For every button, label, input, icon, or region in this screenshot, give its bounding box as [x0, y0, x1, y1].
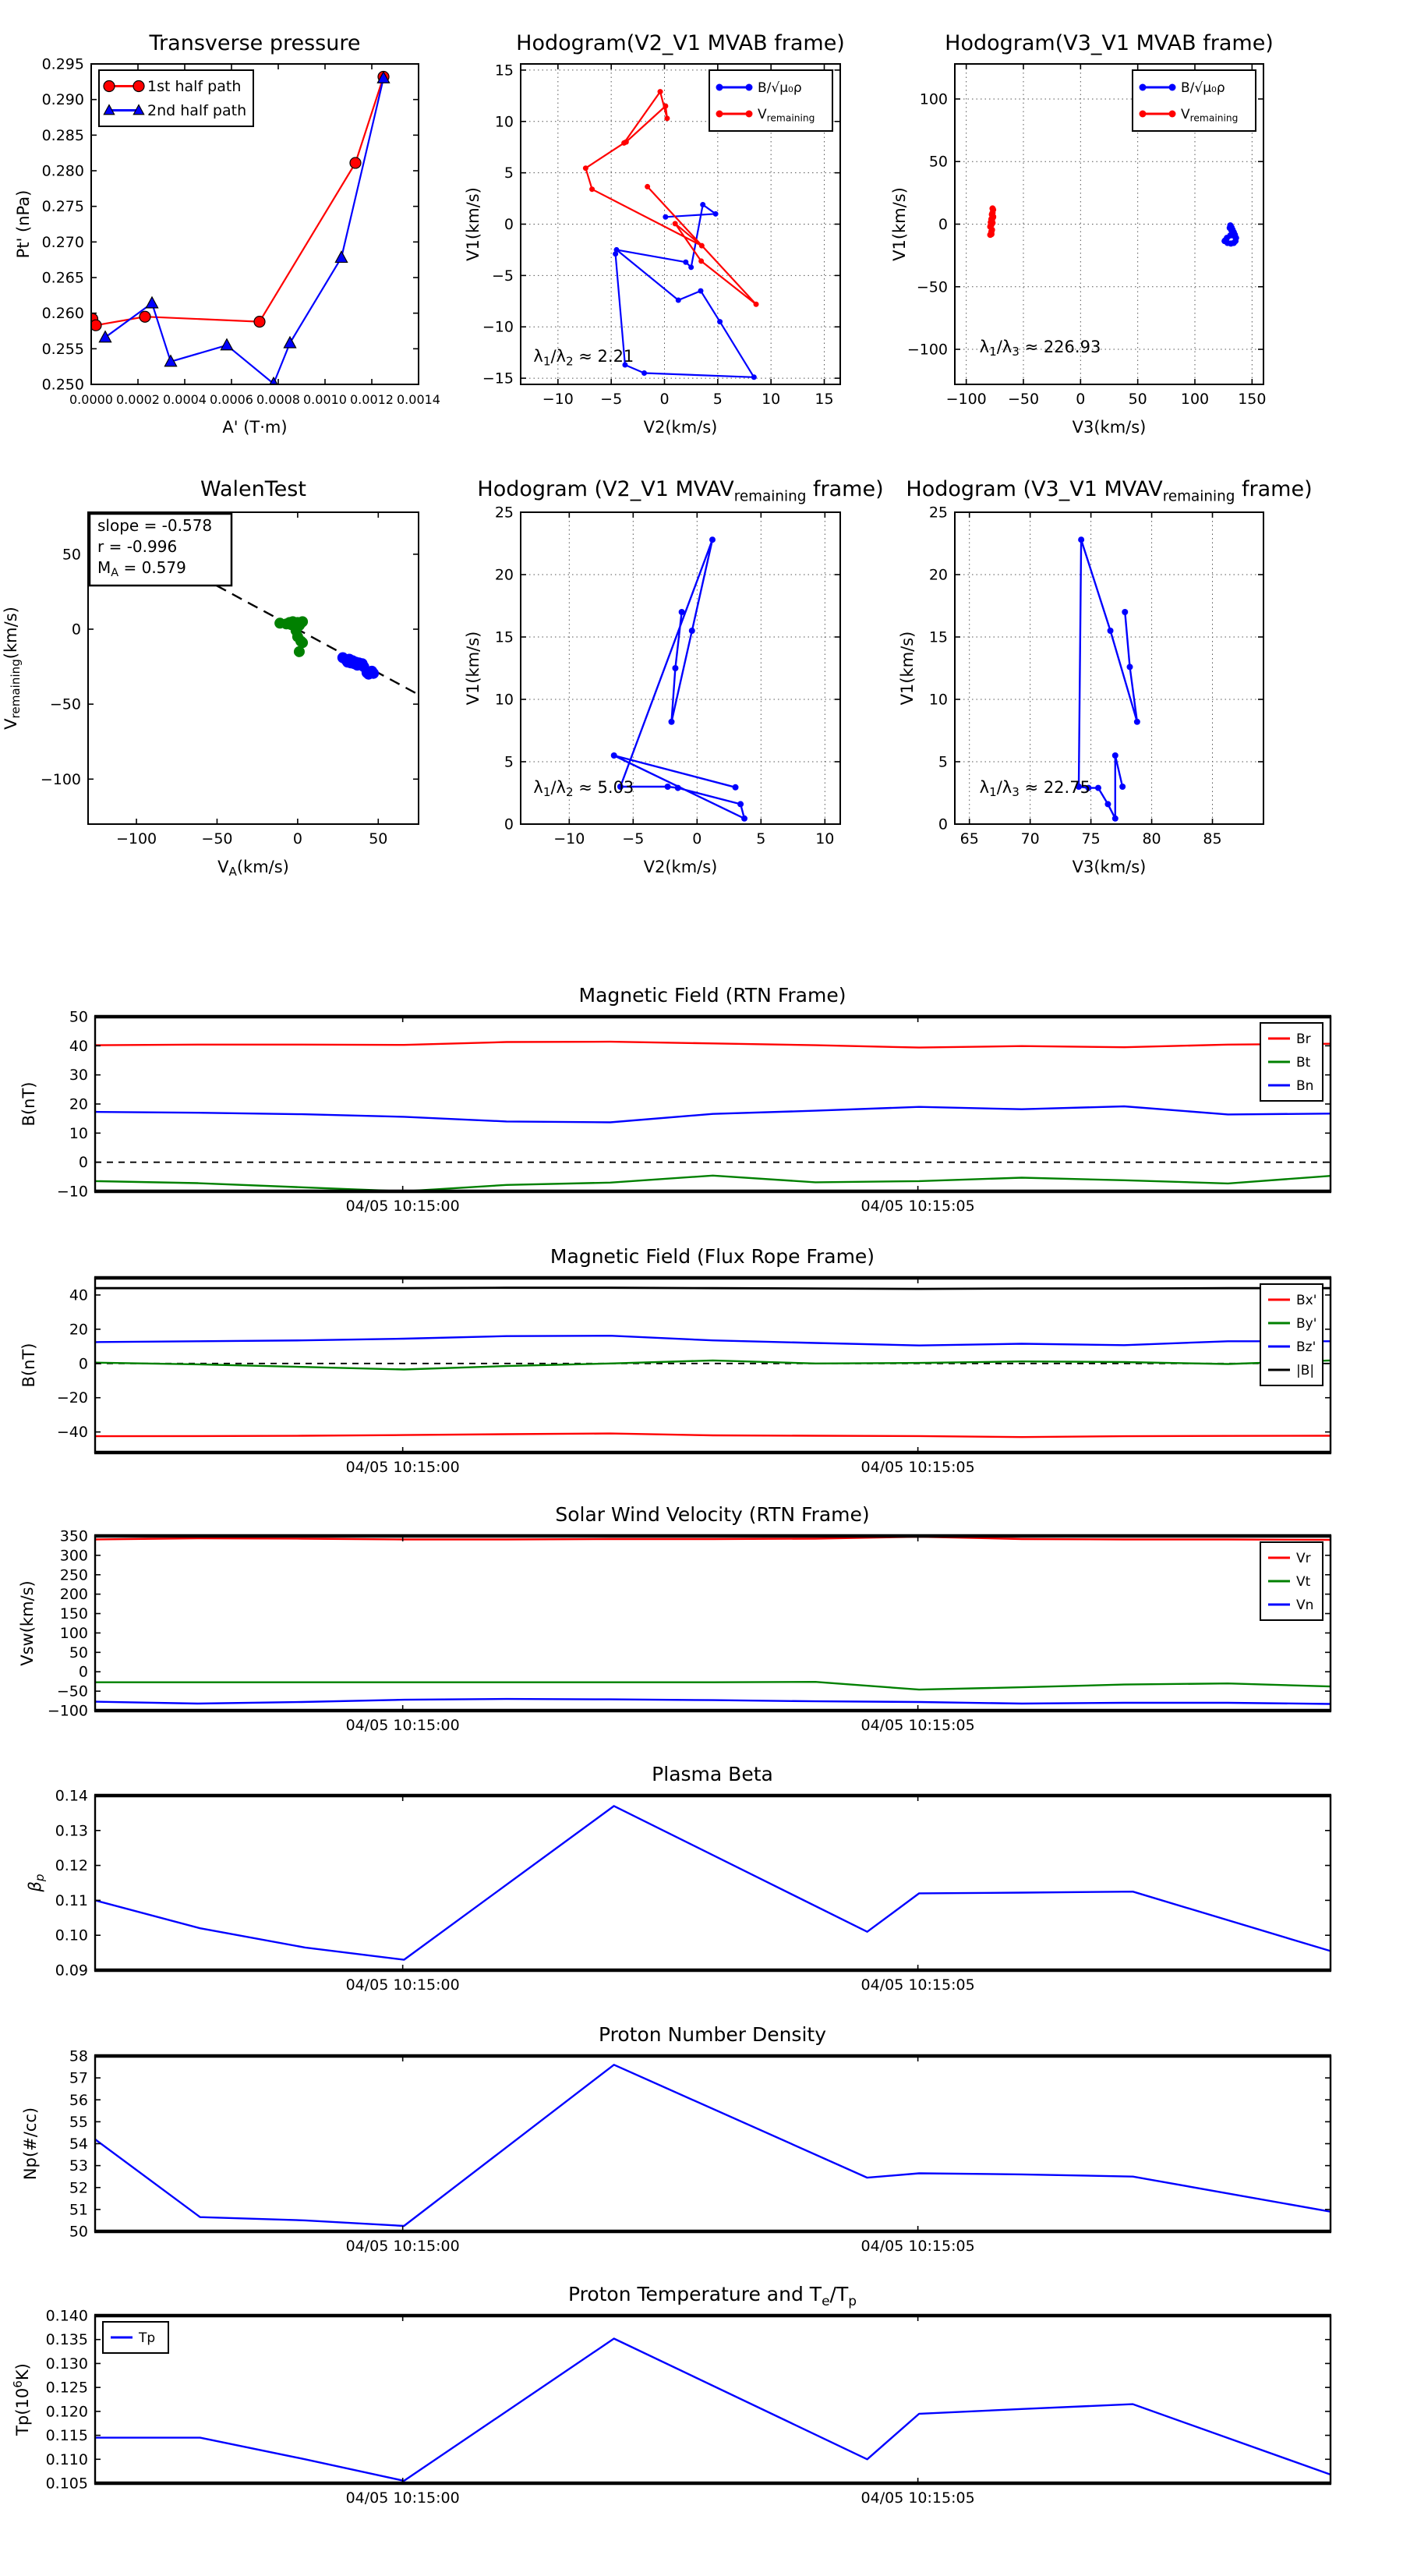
y-axis-label: V1(km/s): [898, 631, 917, 706]
svg-text:0.0012: 0.0012: [350, 392, 394, 407]
svg-text:52: 52: [69, 2179, 88, 2197]
legend: [1260, 1284, 1323, 1385]
svg-text:Tp: Tp: [139, 2330, 156, 2346]
svg-text:20: 20: [69, 1321, 88, 1339]
svg-text:04/05 10:15:05: 04/05 10:15:05: [861, 1717, 975, 1734]
svg-text:0.135: 0.135: [45, 2331, 88, 2349]
svg-text:04/05 10:15:00: 04/05 10:15:00: [345, 2238, 460, 2255]
y-axis-label: Np(#/cc): [21, 2107, 40, 2181]
svg-text:0: 0: [78, 1154, 88, 1172]
svg-text:50: 50: [69, 2223, 88, 2241]
subplot-hodogram-v3v1-mvav: [898, 504, 1263, 877]
svg-text:−10: −10: [56, 1183, 88, 1201]
svg-text:Bz': Bz': [1296, 1339, 1316, 1355]
subplot-title-hodogram-v3v1-mvab: Hodogram(V3_V1 MVAB frame): [945, 31, 1274, 55]
svg-text:10: 10: [494, 691, 514, 709]
svg-text:−50: −50: [201, 830, 233, 847]
subplot-title-hodogram-v2v1-mvav: Hodogram (V2_V1 $MVAV_{remaining}$ frame): [477, 477, 884, 505]
annotation: $\lambda_1/\lambda_2 \approx 5.03$: [533, 778, 634, 800]
svg-text:0.14: 0.14: [55, 1787, 88, 1805]
annotation: $\lambda_1/\lambda_3 \approx 226.93$: [979, 337, 1101, 359]
y-axis-label: V1(km/s): [464, 187, 482, 261]
svg-text:350: 350: [59, 1527, 88, 1545]
svg-text:58: 58: [69, 2047, 88, 2065]
svg-text:85: 85: [1203, 830, 1222, 847]
svg-text:0.130: 0.130: [45, 2355, 88, 2373]
svg-text:0.250: 0.250: [41, 376, 84, 394]
svg-text:100: 100: [59, 1624, 88, 1642]
svg-text:50: 50: [69, 1008, 88, 1026]
svg-text:04/05 10:15:05: 04/05 10:15:05: [861, 1976, 975, 1994]
svg-text:0: 0: [938, 216, 948, 233]
y-axis-label: V1(km/s): [890, 187, 909, 261]
svg-text:15: 15: [494, 628, 514, 646]
legend: [709, 70, 832, 131]
subplot-plasma-beta: [26, 1788, 1331, 1994]
svg-text:04/05 10:15:00: 04/05 10:15:00: [345, 2489, 460, 2507]
svg-text:0: 0: [504, 216, 514, 233]
svg-text:−50: −50: [49, 695, 81, 713]
svg-text:0.0008: 0.0008: [256, 392, 300, 407]
svg-text:0.0000: 0.0000: [69, 392, 113, 407]
x-axis-label: V2(km/s): [643, 858, 718, 876]
svg-text:04/05 10:15:05: 04/05 10:15:05: [861, 2489, 975, 2507]
y-axis-label: Pt' (nPa): [14, 189, 33, 259]
legend: [103, 2322, 168, 2353]
subplot-title-solar-wind-velocity: Solar Wind Velocity (RTN Frame): [555, 1503, 870, 1526]
legend: [1133, 70, 1256, 131]
legend: [99, 70, 253, 126]
svg-text:−50: −50: [1007, 391, 1040, 408]
svg-text:B/√μ₀ρ: B/√μ₀ρ: [1181, 80, 1225, 96]
subplot-title-magnetic-field-rtn: Magnetic Field (RTN Frame): [578, 984, 846, 1007]
svg-text:0.13: 0.13: [55, 1822, 88, 1840]
svg-text:0.125: 0.125: [45, 2379, 88, 2397]
svg-text:56: 56: [69, 2091, 88, 2109]
svg-text:−10: −10: [482, 318, 514, 336]
svg-text:5: 5: [756, 830, 766, 847]
subplot-hodogram-v2v1-mvav: [464, 504, 840, 877]
svg-text:15: 15: [815, 391, 834, 408]
svg-text:80: 80: [1142, 830, 1161, 847]
svg-text:300: 300: [59, 1547, 88, 1565]
y-axis-label: $Tp(10^6K)$: [11, 2363, 32, 2436]
svg-text:10: 10: [494, 113, 514, 131]
svg-text:10: 10: [762, 391, 781, 408]
svg-text:Br: Br: [1296, 1031, 1311, 1047]
svg-text:10: 10: [928, 691, 948, 709]
subplot-title-magnetic-field-fluxrope: Magnetic Field (Flux Rope Frame): [550, 1245, 875, 1268]
svg-text:0: 0: [692, 830, 702, 847]
svg-text:150: 150: [1238, 391, 1267, 408]
svg-text:25: 25: [928, 504, 948, 522]
svg-text:10: 10: [69, 1124, 88, 1142]
svg-text:r = -0.996: r = -0.996: [97, 537, 178, 556]
svg-text:Vremaining: $V_{remaining}$: [1181, 106, 1239, 124]
svg-text:−50: −50: [56, 1683, 88, 1700]
subplot-magnetic-field-fluxrope: [19, 1278, 1331, 1476]
svg-text:53: 53: [69, 2157, 88, 2175]
y-axis-label: $\beta_p$: [26, 1874, 48, 1892]
svg-text:50: 50: [69, 1644, 88, 1661]
svg-text:20: 20: [928, 566, 948, 584]
svg-text:100: 100: [919, 90, 948, 108]
svg-text:0.265: 0.265: [41, 269, 84, 287]
svg-text:150: 150: [59, 1605, 88, 1623]
svg-text:Bx': Bx': [1296, 1292, 1317, 1308]
svg-text:25: 25: [494, 504, 514, 522]
svg-text:slope = -0.578: slope = -0.578: [97, 516, 213, 535]
svg-text:−100: −100: [945, 391, 987, 408]
svg-text:04/05 10:15:00: 04/05 10:15:00: [345, 1976, 460, 1994]
svg-text:B/√μ₀ρ: B/√μ₀ρ: [758, 80, 802, 96]
subplot-title-proton-temperature: Proton Temperature and $T_e/T_p$: [567, 2283, 857, 2309]
svg-text:Bn: Bn: [1296, 1077, 1314, 1094]
x-axis-label: V2(km/s): [643, 418, 718, 437]
svg-text:Vt: Vt: [1296, 1573, 1311, 1590]
stats-box: [90, 514, 231, 586]
subplot-transverse-pressure: [14, 56, 440, 437]
svg-text:−100: −100: [906, 341, 948, 359]
x-axis-label: $V_A(km/s)$: [217, 858, 289, 879]
svg-text:75: 75: [1081, 830, 1101, 847]
y-axis-label: V1(km/s): [464, 631, 482, 706]
svg-text:0: 0: [78, 1663, 88, 1681]
y-axis-label: B(nT): [19, 1343, 38, 1388]
svg-text:54: 54: [69, 2135, 88, 2153]
svg-text:0.255: 0.255: [41, 340, 84, 358]
y-axis-label: Vsw(km/s): [18, 1580, 37, 1666]
svg-text:15: 15: [494, 62, 514, 80]
svg-text:04/05 10:15:05: 04/05 10:15:05: [861, 1459, 975, 1476]
svg-text:04/05 10:15:05: 04/05 10:15:05: [861, 1198, 975, 1215]
svg-text:|B|: |B|: [1296, 1362, 1315, 1378]
subplot-title-transverse-pressure: Transverse pressure: [149, 31, 361, 55]
svg-text:0.140: 0.140: [45, 2307, 88, 2325]
svg-text:57: 57: [69, 2069, 88, 2087]
svg-text:2nd half path: 2nd half path: [147, 102, 247, 120]
svg-text:0.0014: 0.0014: [397, 392, 440, 407]
svg-text:0.0006: 0.0006: [210, 392, 253, 407]
svg-text:−50: −50: [916, 278, 948, 296]
svg-text:0.290: 0.290: [41, 91, 84, 109]
svg-text:0: 0: [292, 830, 302, 847]
svg-text:0.10: 0.10: [55, 1927, 88, 1944]
svg-text:50: 50: [1128, 391, 1147, 408]
svg-text:−40: −40: [56, 1424, 88, 1442]
svg-text:04/05 10:15:00: 04/05 10:15:00: [345, 1198, 460, 1215]
svg-text:0: 0: [78, 1355, 88, 1373]
svg-text:−10: −10: [542, 391, 574, 408]
svg-text:40: 40: [69, 1037, 88, 1055]
svg-text:−5: −5: [600, 391, 623, 408]
svg-text:10: 10: [815, 830, 835, 847]
x-axis-label: V3(km/s): [1072, 418, 1147, 437]
svg-text:04/05 10:15:05: 04/05 10:15:05: [861, 2238, 975, 2255]
svg-text:0: 0: [1076, 391, 1086, 408]
svg-text:55: 55: [69, 2113, 88, 2131]
svg-text:−10: −10: [553, 830, 585, 847]
subplot-title-walen-test: WalenTest: [200, 477, 306, 501]
subplot-hodogram-v3v1-mvab: [890, 64, 1266, 437]
svg-text:5: 5: [504, 165, 514, 182]
subplot-title-plasma-beta: Plasma Beta: [652, 1763, 773, 1785]
svg-text:250: 250: [59, 1566, 88, 1584]
svg-text:40: 40: [69, 1286, 88, 1304]
svg-text:Vr: Vr: [1296, 1550, 1311, 1566]
annotation: $\lambda_1/\lambda_2 \approx 2.21$: [533, 347, 634, 369]
svg-text:−5: −5: [622, 830, 645, 847]
svg-text:0.115: 0.115: [45, 2427, 88, 2445]
subplot-magnetic-field-rtn: [19, 1009, 1331, 1215]
svg-text:5: 5: [712, 391, 723, 408]
svg-text:0.105: 0.105: [45, 2475, 88, 2493]
svg-text:50: 50: [62, 546, 81, 564]
svg-text:200: 200: [59, 1586, 88, 1604]
svg-text:20: 20: [69, 1095, 88, 1113]
svg-text:0: 0: [504, 816, 514, 833]
subplot-walen-test: [2, 512, 419, 879]
svg-text:0.275: 0.275: [41, 198, 84, 216]
svg-text:0.09: 0.09: [55, 1962, 88, 1980]
svg-text:−100: −100: [40, 770, 81, 788]
svg-text:0: 0: [71, 621, 81, 639]
svg-text:0.280: 0.280: [41, 162, 84, 180]
svg-text:−100: −100: [115, 830, 157, 847]
svg-text:5: 5: [938, 753, 948, 771]
svg-text:Bt: Bt: [1296, 1054, 1311, 1070]
svg-text:MA = 0.579: $M_A = 0.579$: [97, 558, 186, 579]
svg-text:−5: −5: [491, 267, 514, 285]
svg-text:0.11: 0.11: [55, 1891, 88, 1909]
series-line: [95, 1288, 1331, 1289]
svg-text:04/05 10:15:00: 04/05 10:15:00: [345, 1717, 460, 1734]
legend: [1260, 1023, 1323, 1101]
svg-text:50: 50: [369, 830, 388, 847]
subplot-title-proton-number-density: Proton Number Density: [599, 2023, 826, 2046]
svg-text:0.120: 0.120: [45, 2403, 88, 2421]
svg-text:By': By': [1296, 1315, 1317, 1332]
svg-text:0.270: 0.270: [41, 233, 84, 251]
svg-text:−100: −100: [47, 1702, 88, 1720]
subplot-proton-number-density: [21, 2048, 1331, 2256]
svg-text:0.0004: 0.0004: [163, 392, 207, 407]
svg-text:−15: −15: [482, 370, 514, 387]
subplot-hodogram-v2v1-mvab: [464, 62, 840, 437]
svg-text:−20: −20: [56, 1389, 88, 1407]
subplot-proton-temperature: [11, 2308, 1331, 2507]
legend: [1260, 1542, 1323, 1620]
y-axis-label: $V_{remaining}(km/s)$: [2, 607, 23, 730]
svg-text:0.12: 0.12: [55, 1857, 88, 1875]
svg-text:0.295: 0.295: [41, 55, 84, 73]
svg-text:Vremaining: $V_{remaining}$: [758, 106, 815, 124]
x-axis-label: V3(km/s): [1072, 858, 1147, 876]
svg-text:0.0010: 0.0010: [303, 392, 347, 407]
x-axis-label: A' (T·m): [222, 418, 288, 437]
svg-text:70: 70: [1020, 830, 1040, 847]
svg-text:0.0002: 0.0002: [116, 392, 160, 407]
svg-text:15: 15: [928, 628, 948, 646]
subplot-solar-wind-velocity: [18, 1528, 1331, 1735]
annotation: $\lambda_1/\lambda_3 \approx 22.75$: [979, 778, 1090, 800]
y-axis-label: B(nT): [19, 1081, 38, 1127]
svg-text:1st half path: 1st half path: [147, 78, 242, 96]
svg-text:0.110: 0.110: [45, 2450, 88, 2468]
svg-text:30: 30: [69, 1067, 88, 1085]
subplot-title-hodogram-v3v1-mvav: Hodogram (V3_V1 $MVAV_{remaining}$ frame): [906, 477, 1313, 505]
svg-text:0.260: 0.260: [41, 305, 84, 323]
svg-text:0.285: 0.285: [41, 126, 84, 144]
svg-text:Vn: Vn: [1296, 1597, 1314, 1613]
subplot-title-hodogram-v2v1-mvab: Hodogram(V2_V1 MVAB frame): [516, 31, 845, 55]
svg-text:0: 0: [659, 391, 670, 408]
svg-text:20: 20: [494, 566, 514, 584]
svg-text:100: 100: [1180, 391, 1210, 408]
svg-text:04/05 10:15:00: 04/05 10:15:00: [345, 1459, 460, 1476]
svg-text:50: 50: [928, 153, 948, 171]
svg-text:5: 5: [504, 753, 514, 771]
svg-text:65: 65: [959, 830, 979, 847]
svg-text:51: 51: [69, 2201, 88, 2219]
svg-text:0: 0: [938, 816, 948, 833]
